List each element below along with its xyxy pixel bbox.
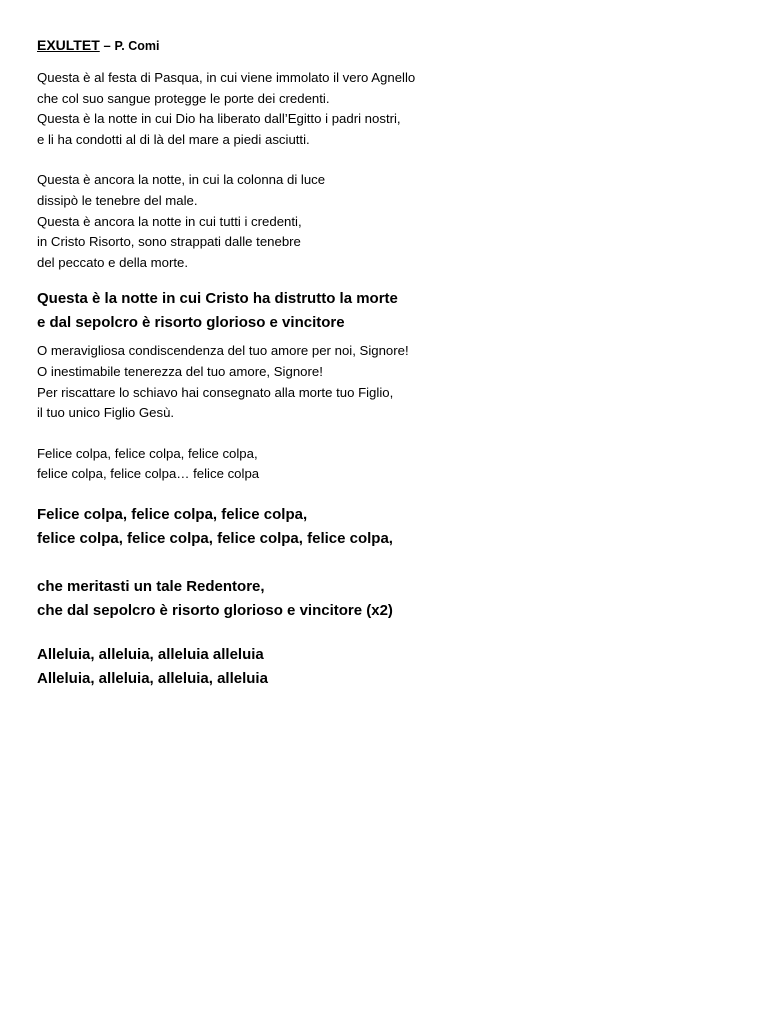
chorus-line: e dal sepolcro è risorto glorioso e vincitore	[37, 314, 345, 332]
stanza-spacer	[37, 150, 737, 170]
chorus-line: Questa è la notte in cui Cristo ha distrutto la morte	[37, 290, 398, 308]
chorus-line: Alleluia, alleluia, alleluia alleluia	[37, 645, 264, 663]
stanza-2	[37, 170, 737, 273]
stanza-spacer	[37, 623, 737, 643]
document-title: EXULTET	[37, 37, 100, 53]
stanza-7-chorus	[37, 575, 737, 623]
stanza-3-chorus	[37, 287, 737, 335]
verse-line: Questa è la notte in cui Dio ha liberato dall’Egitto i padri nostri,	[37, 111, 401, 127]
stanza-spacer	[37, 273, 737, 287]
stanza-6-chorus	[37, 503, 737, 551]
stanza-spacer	[37, 424, 737, 444]
verse-line: in Cristo Risorto, sono strappati dalle tenebre	[37, 234, 301, 250]
chorus-line: che dal sepolcro è risorto glorioso e vincitore (x2)	[37, 601, 393, 619]
document-title-line	[37, 36, 737, 55]
verse-line: Questa è ancora la notte in cui tutti i credenti,	[37, 213, 302, 229]
verse-line: felice colpa, felice colpa… felice colpa	[37, 466, 260, 482]
verse-line: O meravigliosa condiscendenza del tuo amore per noi, Signore!	[37, 343, 409, 359]
verse-line: Felice colpa, felice colpa, felice colpa,	[37, 445, 258, 461]
verse-line: il tuo unico Figlio Gesù.	[37, 405, 175, 421]
stanza-spacer	[37, 485, 737, 503]
verse-line: Questa è al festa di Pasqua, in cui viene immolato il vero Agnello	[37, 70, 416, 85]
title-separator: –	[103, 38, 111, 53]
verse-line: dissipò le tenebre del male.	[37, 192, 198, 208]
stanza-5	[37, 444, 737, 485]
verse-line: e li ha condotti al di là del mare a piedi asciutti.	[37, 131, 310, 147]
chorus-line: Felice colpa, felice colpa, felice colpa,	[37, 505, 308, 523]
verse-line: che col suo sangue protegge le porte dei credenti.	[37, 90, 330, 106]
stanza-1	[37, 68, 737, 150]
verse-line: O inestimabile tenerezza del tuo amore, Signore!	[37, 363, 323, 379]
stanza-4	[37, 341, 737, 423]
chorus-line: felice colpa, felice colpa, felice colpa, felice colpa,	[37, 529, 393, 547]
document-author: P. Comi	[114, 39, 160, 53]
document-page	[37, 36, 737, 691]
verse-line: del peccato e della morte.	[37, 254, 189, 270]
verse-line: Questa è ancora la notte, in cui la colonna di luce	[37, 172, 326, 188]
chorus-line: Alleluia, alleluia, alleluia, alleluia	[37, 669, 268, 687]
stanza-spacer	[37, 551, 737, 575]
stanza-8-chorus	[37, 643, 737, 691]
verse-line: Per riscattare lo schiavo hai consegnato alla morte tuo Figlio,	[37, 384, 394, 400]
chorus-line: che meritasti un tale Redentore,	[37, 577, 265, 595]
